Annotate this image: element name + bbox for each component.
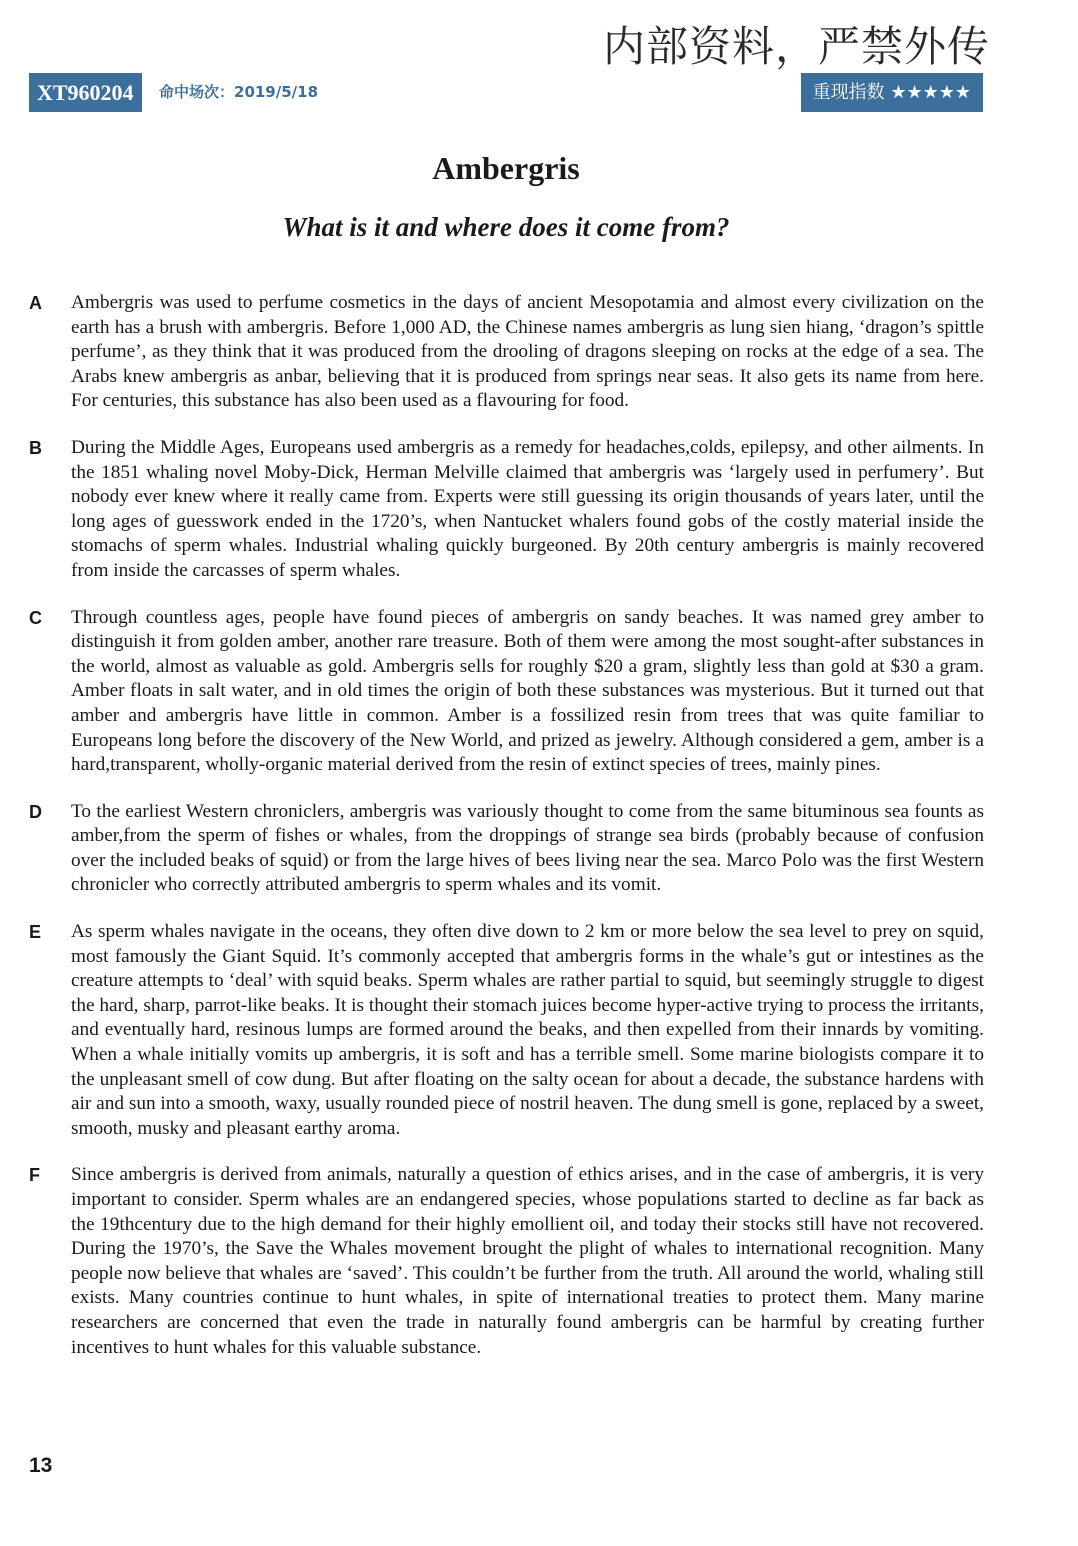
repeat-index-badge: 重现指数 ★★★★★ <box>801 73 983 112</box>
article-title: Ambergris <box>432 150 580 186</box>
paragraph-letter: B <box>29 437 42 458</box>
paragraph-d <box>29 800 984 898</box>
paragraph-a <box>29 291 984 414</box>
paragraph-text: To the earliest Western chroniclers, ambergris was variously thought to come from the same bituminous sea founts as amber,from the sperm of fishes or whales, from the droppings of strange sea birds (probably because of confusion over the included beaks of squid) or from the large hives of bees living near the sea. Marco Polo was the first Western chronicler who correctly attributed ambergris to sperm whales and its vomit. <box>71 800 984 896</box>
paragraph-c <box>29 606 984 778</box>
paragraph-letter: D <box>29 801 42 822</box>
paragraph-letter: C <box>29 607 42 628</box>
article-body <box>29 291 984 1382</box>
page-number: 13 <box>29 1454 53 1477</box>
confidential-notice: 内部资料，严禁外传 <box>602 22 990 71</box>
hit-date-label: 命中场次：2019/5/18 <box>159 83 319 101</box>
paragraph-text: As sperm whales navigate in the oceans, they often dive down to 2 km or more below the sea level to prey on squid, most famously the Giant Squid. It’s commonly accepted that ambergris forms in the whale’s gut or intestines as the creature attempts to ‘deal’ with squid beaks. Sperm whales are rather partial to squid, but seemingly struggle to digest the hard, sharp, parrot-like beaks. It is thought their stomach juices become hyper-active trying to process the irritants, and eventually hard, resinous lumps are formed around the beaks, and then expelled from their innards by vomiting. When a whale initially vomits up ambergris, it is soft and has a terrible smell. Some marine biologists compare it to the unpleasant smell of cow dung. But after floating on the salty ocean for about a decade, the substance hardens with air and sun into a smooth, waxy, usually rounded piece of nostril heaven. The dung smell is gone, replaced by a sweet, smooth, musky and pleasant earthy aroma. <box>71 921 984 1139</box>
paragraph-text: Through countless ages, people have found pieces of ambergris on sandy beaches. It was named grey amber to distinguish it from golden amber, another rare treasure. Both of them were among the most sought-after substances in the world, almost as valuable as gold. Ambergris sells for roughly $20 a gram, slightly less than gold at $30 a gram. Amber floats in salt water, and in old times the origin of both these substances was mysterious. But it turned out that amber and ambergris have little in common. Amber is a fossilized resin from trees that was quite familiar to Europeans long before the discovery of the New World, and prized as jewelry. Although considered a gem, amber is a hard,transparent, wholly-organic material derived from the resin of extinct species of trees, mainly pines. <box>71 606 984 776</box>
article-subtitle: What is it and where does it come from? <box>282 212 730 242</box>
paragraph-e <box>29 920 984 1141</box>
paragraph-letter: A <box>29 293 42 313</box>
paragraph-f <box>29 1163 984 1360</box>
paragraph-letter: F <box>29 1165 40 1186</box>
paragraph-b <box>29 436 984 584</box>
paragraph-text: Since ambergris is derived from animals, naturally a question of ethics arises, and in the case of ambergris, it is very important to consider. Sperm whales are an endangered species, whose populations started to decline as far back as the 19thcentury due to the high demand for their highly emollient oil, and today their stocks still have not recovered. During the 1970’s, the Save the Whales movement brought the plight of whales to international recognition. Many people now believe that whales are ‘saved’. This couldn’t be further from the truth. All around the world, whaling still exists. Many countries continue to hunt whales, in spite of international treaties to protect them. Many marine researchers are concerned that even the trade in naturally found ambergris can be harmful by creating further incentives to hunt whales for this valuable substance. <box>71 1164 984 1358</box>
paragraph-letter: E <box>29 922 42 943</box>
document-code-badge: XT960204 <box>29 73 142 112</box>
paragraph-text: During the Middle Ages, Europeans used ambergris as a remedy for headaches,colds, epilepsy, and other ailments. In the 1851 whaling novel Moby-Dick, Herman Melville claimed that ambergris was ‘largely used in perfumery’. But nobody ever knew where it really came from. Experts were still guessing its origin thousands of years later, until the long ages of guesswork ended in the 1720’s, when Nantucket whalers found gobs of the costly material inside the stomachs of sperm whales. Industrial whaling quickly burgeoned. By 20th century ambergris is mainly recovered from inside the carcasses of sperm whales. <box>71 436 984 581</box>
header-bar <box>29 73 983 112</box>
paragraph-text: Ambergris was used to perfume cosmetics in the days of ancient Mesopotamia and almost every civilization on the earth has a brush with ambergris. Before 1,000 AD, the Chinese names ambergris as lung sien hiang, ‘dragon’s spittle perfume’, as they think that it was produced from the drooling of dragons sleeping on rocks at the edge of a sea. The Arabs knew ambergris as anbar, believing that it is produced from springs near seas. It also gets its name from here. For centuries, this substance has also been used as a flavouring for food. <box>71 292 984 412</box>
